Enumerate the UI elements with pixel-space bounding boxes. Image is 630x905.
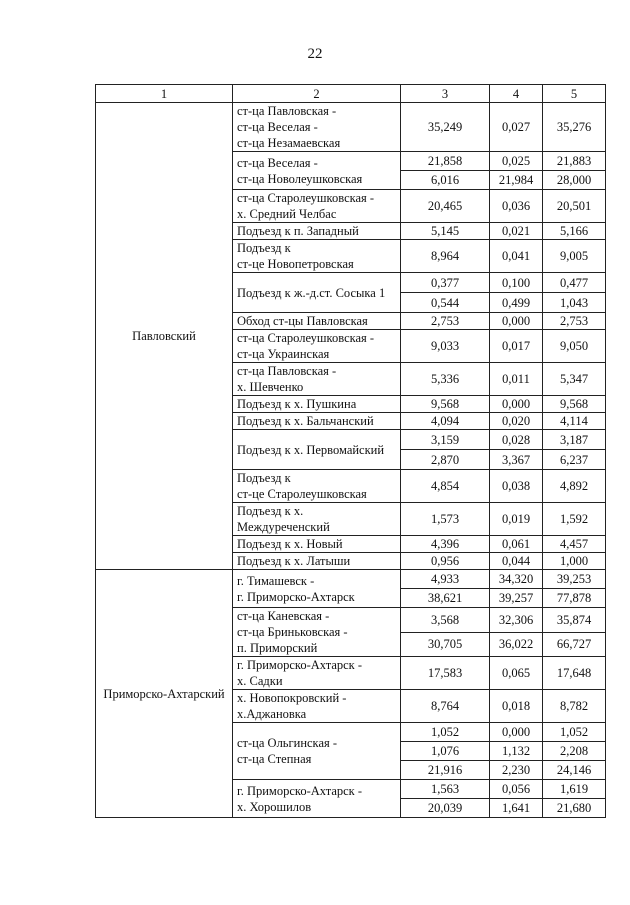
length-total-cell: 24,146 — [543, 761, 606, 780]
road-name-line: Подъезд к х. Латыши — [237, 554, 351, 568]
length-total-cell: 4,892 — [543, 470, 606, 503]
road-name-line: ст-це Старолеушковская — [237, 487, 367, 501]
length-add-cell: 0,000 — [490, 313, 543, 330]
road-name-cell — [233, 103, 401, 152]
length-start-cell: 4,854 — [401, 470, 490, 503]
road-name-cell — [233, 413, 401, 430]
road-name-line: Подъезд к х. — [237, 504, 304, 518]
length-add-cell: 0,061 — [490, 536, 543, 553]
road-name-line: ст-ца Павловская - — [237, 104, 337, 118]
length-total-cell: 9,050 — [543, 330, 606, 363]
road-name-line: ст-ца Ольгинская - — [237, 736, 338, 750]
table-row — [96, 570, 606, 589]
road-name-line: ст-ца Старолеушковская - — [237, 191, 375, 205]
header-col-3: 3 — [401, 85, 490, 103]
length-start-cell: 1,052 — [401, 723, 490, 742]
length-start-cell: 1,563 — [401, 780, 490, 799]
length-add-cell: 1,641 — [490, 799, 543, 818]
length-start-cell: 5,336 — [401, 363, 490, 396]
length-start-cell: 5,145 — [401, 223, 490, 240]
length-total-cell: 4,114 — [543, 413, 606, 430]
length-add-cell: 39,257 — [490, 589, 543, 608]
district-cell: Павловский — [96, 103, 233, 570]
length-start-cell: 20,039 — [401, 799, 490, 818]
road-name-cell — [233, 723, 401, 780]
length-total-cell: 1,043 — [543, 293, 606, 313]
road-name-cell — [233, 657, 401, 690]
length-total-cell: 1,619 — [543, 780, 606, 799]
length-start-cell: 2,753 — [401, 313, 490, 330]
table-row — [96, 103, 606, 152]
road-name-line: Обход ст-цы Павловская — [237, 314, 368, 328]
length-add-cell: 0,011 — [490, 363, 543, 396]
road-name-line: г. Приморско-Ахтарск - — [237, 783, 363, 798]
header-col-2: 2 — [233, 85, 401, 103]
road-name-cell — [233, 553, 401, 570]
length-start-cell: 1,573 — [401, 503, 490, 536]
length-add-cell: 0,044 — [490, 553, 543, 570]
length-start-cell: 30,705 — [401, 632, 490, 657]
length-add-cell: 21,984 — [490, 171, 543, 190]
length-start-cell: 20,465 — [401, 190, 490, 223]
road-name-line: Подъезд к — [237, 471, 291, 485]
length-total-cell: 2,753 — [543, 313, 606, 330]
length-start-cell: 8,764 — [401, 690, 490, 723]
length-total-cell: 1,052 — [543, 723, 606, 742]
road-name-line: ст-ца Степная — [237, 752, 312, 766]
road-name-cell — [233, 240, 401, 273]
road-name-line: х. Шевченко — [237, 380, 304, 394]
road-name-cell — [233, 273, 401, 313]
road-name-cell — [233, 363, 401, 396]
length-add-cell: 0,036 — [490, 190, 543, 223]
length-total-cell: 6,237 — [543, 450, 606, 470]
length-start-cell: 0,956 — [401, 553, 490, 570]
length-start-cell: 6,016 — [401, 171, 490, 190]
length-start-cell: 4,396 — [401, 536, 490, 553]
length-add-cell: 0,019 — [490, 503, 543, 536]
length-start-cell: 0,377 — [401, 273, 490, 293]
road-name-cell — [233, 690, 401, 723]
road-name-line: г. Приморско-Ахтарск — [237, 589, 355, 604]
length-add-cell: 0,018 — [490, 690, 543, 723]
road-name-line: х. Садки — [237, 674, 283, 688]
length-start-cell: 17,583 — [401, 657, 490, 690]
road-name-line: ст-ца Бриньковская - — [237, 625, 348, 639]
road-name-line: Подъезд к п. Западный — [237, 224, 359, 238]
road-name-line: ст-ца Незамаевская — [237, 136, 341, 150]
length-total-cell: 9,568 — [543, 396, 606, 413]
road-name-cell — [233, 536, 401, 553]
road-name-line: Подъезд к х. Бальчанский — [237, 414, 374, 428]
length-add-cell: 0,017 — [490, 330, 543, 363]
length-total-cell: 21,680 — [543, 799, 606, 818]
road-name-cell — [233, 780, 401, 818]
length-total-cell: 0,477 — [543, 273, 606, 293]
road-distance-table — [95, 84, 606, 818]
road-name-cell — [233, 223, 401, 240]
length-start-cell: 4,094 — [401, 413, 490, 430]
road-name-line: г. Приморско-Ахтарск - — [237, 658, 363, 672]
page-number: 22 — [307, 46, 323, 62]
header-col-1: 1 — [96, 85, 233, 103]
road-name-line: Подъезд к х. Первомайский — [237, 442, 385, 457]
length-start-cell: 4,933 — [401, 570, 490, 589]
length-add-cell: 0,000 — [490, 396, 543, 413]
road-name-cell — [233, 396, 401, 413]
road-name-line: ст-ца Новолеушковская — [237, 171, 363, 186]
road-name-cell — [233, 503, 401, 536]
length-total-cell: 5,347 — [543, 363, 606, 396]
road-name-line: ст-ца Павловская - — [237, 364, 337, 378]
length-add-cell: 0,027 — [490, 103, 543, 152]
length-add-cell: 0,499 — [490, 293, 543, 313]
length-add-cell: 0,065 — [490, 657, 543, 690]
length-total-cell: 5,166 — [543, 223, 606, 240]
road-name-cell — [233, 570, 401, 608]
length-total-cell: 4,457 — [543, 536, 606, 553]
length-total-cell: 2,208 — [543, 742, 606, 761]
length-total-cell: 28,000 — [543, 171, 606, 190]
length-total-cell: 20,501 — [543, 190, 606, 223]
length-total-cell: 8,782 — [543, 690, 606, 723]
length-total-cell: 77,878 — [543, 589, 606, 608]
road-name-cell — [233, 470, 401, 503]
length-start-cell: 8,964 — [401, 240, 490, 273]
road-name-cell — [233, 313, 401, 330]
length-add-cell: 32,306 — [490, 608, 543, 633]
road-name-cell — [233, 430, 401, 470]
road-name-cell — [233, 152, 401, 190]
length-add-cell: 0,056 — [490, 780, 543, 799]
road-name-line: п. Приморский — [237, 641, 318, 655]
length-add-cell: 34,320 — [490, 570, 543, 589]
length-add-cell: 0,028 — [490, 430, 543, 450]
road-name-line: Междуреченский — [237, 520, 330, 534]
road-name-line: Подъезд к х. Новый — [237, 537, 343, 551]
length-total-cell: 35,874 — [543, 608, 606, 633]
length-start-cell: 38,621 — [401, 589, 490, 608]
length-total-cell: 3,187 — [543, 430, 606, 450]
length-add-cell: 0,000 — [490, 723, 543, 742]
length-add-cell: 0,020 — [490, 413, 543, 430]
road-name-line: Подъезд к х. Пушкина — [237, 397, 357, 411]
table-header-row — [96, 85, 606, 103]
length-start-cell: 35,249 — [401, 103, 490, 152]
length-add-cell: 0,100 — [490, 273, 543, 293]
road-name-line: х. Новопокровский - — [237, 691, 347, 705]
road-name-cell — [233, 190, 401, 223]
length-start-cell: 21,858 — [401, 152, 490, 171]
road-name-line: ст-ца Старолеушковская - — [237, 331, 375, 345]
length-start-cell: 9,033 — [401, 330, 490, 363]
length-start-cell: 2,870 — [401, 450, 490, 470]
length-add-cell: 3,367 — [490, 450, 543, 470]
length-total-cell: 66,727 — [543, 632, 606, 657]
header-col-4: 4 — [490, 85, 543, 103]
length-start-cell: 3,159 — [401, 430, 490, 450]
road-name-cell — [233, 330, 401, 363]
road-name-line: ст-ца Каневская - — [237, 609, 330, 623]
length-start-cell: 9,568 — [401, 396, 490, 413]
road-name-line: Подъезд к ж.-д.ст. Сосыка 1 — [237, 285, 386, 300]
length-start-cell: 21,916 — [401, 761, 490, 780]
length-total-cell: 1,000 — [543, 553, 606, 570]
road-name-line: ст-ца Веселая - — [237, 155, 318, 170]
road-name-line: х. Средний Челбас — [237, 207, 337, 221]
district-cell: Приморско-Ахтарский — [96, 570, 233, 818]
length-total-cell: 39,253 — [543, 570, 606, 589]
length-start-cell: 0,544 — [401, 293, 490, 313]
road-name-cell — [233, 608, 401, 657]
road-name-line: ст-ца Украинская — [237, 347, 330, 361]
road-name-line: ст-це Новопетровская — [237, 257, 354, 271]
road-name-line: ст-ца Веселая - — [237, 120, 318, 134]
length-total-cell: 17,648 — [543, 657, 606, 690]
length-total-cell: 1,592 — [543, 503, 606, 536]
length-total-cell: 21,883 — [543, 152, 606, 171]
length-add-cell: 0,025 — [490, 152, 543, 171]
length-total-cell: 9,005 — [543, 240, 606, 273]
length-add-cell: 1,132 — [490, 742, 543, 761]
length-add-cell: 0,038 — [490, 470, 543, 503]
length-total-cell: 35,276 — [543, 103, 606, 152]
length-add-cell: 0,041 — [490, 240, 543, 273]
length-start-cell: 3,568 — [401, 608, 490, 633]
road-name-line: Подъезд к — [237, 241, 291, 255]
length-add-cell: 2,230 — [490, 761, 543, 780]
length-add-cell: 36,022 — [490, 632, 543, 657]
length-add-cell: 0,021 — [490, 223, 543, 240]
road-name-line: г. Тимашевск - — [237, 573, 315, 588]
header-col-5: 5 — [543, 85, 606, 103]
road-name-line: х. Хорошилов — [237, 799, 312, 814]
length-start-cell: 1,076 — [401, 742, 490, 761]
road-name-line: х.Аджановка — [237, 707, 307, 721]
